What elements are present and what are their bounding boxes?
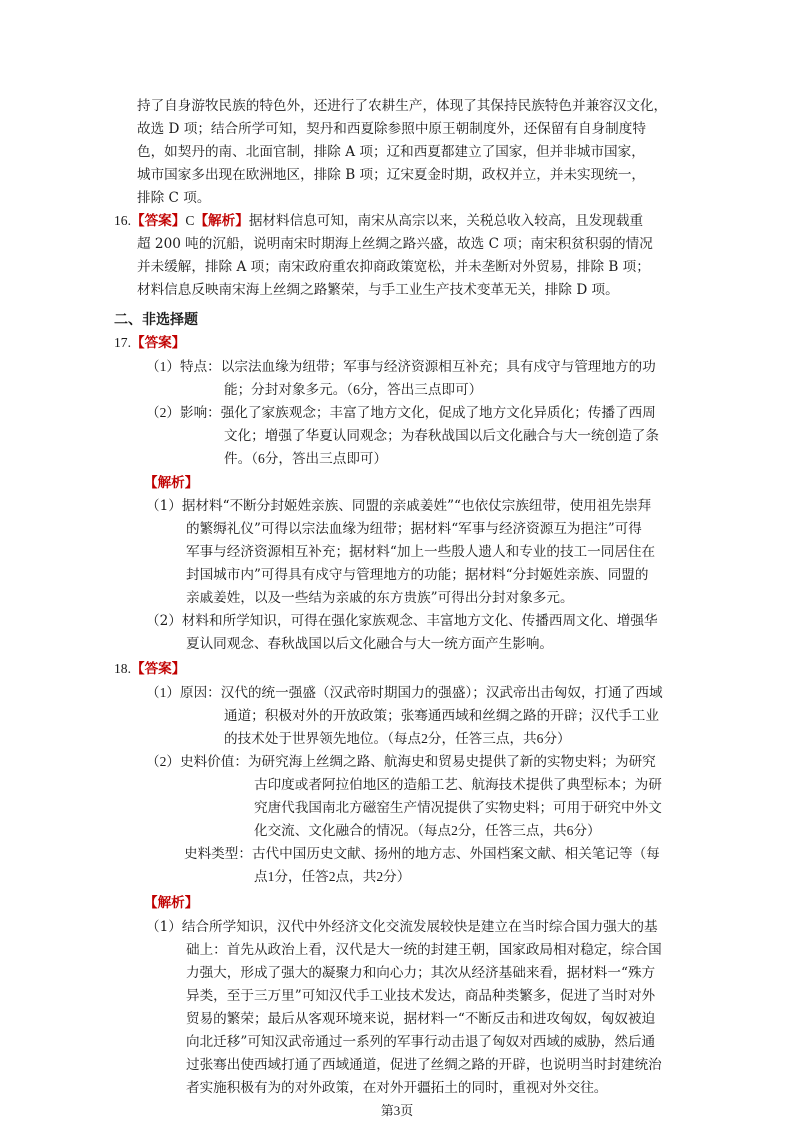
answer-line: 史料类型：古代中国历史文献、扬州的地方志、外国档案文献、相关笔记等（每 — [184, 846, 660, 861]
answer-line: 通道；积极对外的开放政策；张骞通西域和丝绸之路的开辟；汉代手工业 — [224, 708, 659, 723]
answer-line: 究唐代我国南北方磁窑生产情况提供了实物史料；可用于研究中外文 — [254, 800, 662, 815]
answer-line: （1）特点：以宗法血缘为纽带；军事与经济资源相互补充；具有戍守与管理地方的功 — [146, 359, 656, 374]
text-line: 排除 C 项。 — [137, 190, 211, 206]
analysis-line: 贸易的繁荣；最后从客观环境来说，据材料一“不断反击和进攻匈奴，匈奴被迫 — [186, 1011, 656, 1027]
analysis-line: 础上：首先从政治上看，汉代是大一统的封建王朝，国家政局相对稳定，综合国 — [186, 942, 662, 958]
answer-line: 古印度或者阿拉伯地区的造船工艺、航海技术提供了典型标本；为研 — [254, 777, 662, 792]
analysis-line: 者实施积极有为的对外政策，在对外开疆拓土的同时，重视对外交往。 — [186, 1080, 608, 1096]
text-line: 城市国家多出现在欧洲地区，排除 B 项；辽宋夏金时期，政权并立，并未实现统一， — [137, 167, 646, 183]
text-line: 材料信息反映南宋海上丝绸之路繁荣，与手工业生产技术变革无关，排除 D 项。 — [137, 282, 619, 298]
analysis-line: 向北迁移”可知汉武帝通过一系列的军事行动击退了匈奴对西域的威胁，然后通 — [186, 1034, 656, 1050]
analysis-line: 夏认同观念、春秋战国以后文化融合与大一统方面产生影响。 — [186, 636, 554, 652]
analysis-tag: 【解析】 — [144, 895, 199, 911]
analysis-line: 军事与经济资源相互补充；据材料“加上一些殷人遗人和专业的技工一同居住在 — [186, 544, 656, 560]
analysis-line: 异类，至于三万里”可知汉代手工业技术发达，商品种类繁多，促进了当时对外 — [186, 988, 656, 1004]
text-line: 色，如契丹的南、北面官制，排除 A 项；辽和西夏都建立了国家，但并非城市国家， — [137, 144, 645, 160]
text-line: 超 200 吨的沉船，说明南宋时期海上丝绸之路兴盛，故选 C 项；南宋积贫积弱的情况 — [137, 236, 653, 252]
answer-line: 的技术处于世界领先地位。（每点2分，任答三点，共6分） — [224, 731, 571, 746]
analysis-line: （1）结合所学知识，汉代中外经济文化交流发展较快是建立在当时综合国力强大的基 — [146, 919, 658, 935]
section-heading: 二、非选择题 — [114, 313, 198, 328]
question-number: 17. — [114, 335, 131, 350]
answer-line: 点1分，任答2点，共2分） — [254, 869, 411, 884]
analysis-line: （2）材料和所学知识，可得在强化家族观念、丰富地方文化、传播西周文化、增强华 — [146, 613, 658, 629]
answer-line: 能；分封对象多元。（6分，答出三点即可） — [224, 382, 483, 397]
answer-tag: 【答案】 — [131, 661, 186, 677]
page-number: 第3页 — [380, 1103, 414, 1118]
text-line: 持了自身游牧民族的特色外，还进行了农耕生产，体现了其保持民族特色并兼容汉文化， — [137, 98, 668, 114]
text-line: 并未缓解，排除 A 项；南宋政府重农抑商政策宽松，并未垄断对外贸易，排除 B 项； — [137, 259, 650, 275]
text-line: 故选 D 项；结合所学可知，契丹和西夏除参照中原王朝制度外，还保留有自身制度特 — [137, 121, 646, 137]
answer-line: 文化；增强了华夏认同观念；为春秋战国以后文化融合与大一统创造了条 — [224, 428, 659, 443]
question-number: 18. — [114, 661, 131, 676]
answer-line: 件。（6分，答出三点即可） — [224, 451, 388, 466]
analysis-line: 封国城市内”可得具有戍守与管理地方的功能；据材料“分封姬姓亲族、同盟的 — [186, 567, 649, 583]
analysis-tag: 【解析】 — [194, 213, 249, 229]
answer-tag: 【答案】 — [131, 335, 186, 351]
analysis-line: 力强大，形成了强大的凝聚力和向心力；其次从经济基础来看，据材料一“殊方 — [186, 965, 656, 981]
question-number: 16. — [114, 213, 131, 228]
text-line: 据材料信息可知，南宋从高宗以来，关税总收入较高，且发现载重 — [248, 213, 644, 229]
analysis-line: 亲戚姜姓，以及一些结为亲戚的东方贵族”可得出分封对象多元。 — [186, 590, 574, 606]
analysis-line: （1）据材料“不断分封姬姓亲族、同盟的亲戚姜姓”“也依仗宗族纽带，使用祖先崇拜 — [146, 498, 652, 514]
analysis-line: 的繁缛礼仪”可得以宗法血缘为纽带；据材料“军事与经济资源互为挹注”可得 — [186, 521, 642, 537]
analysis-tag: 【解析】 — [144, 475, 199, 491]
answer-line: 化交流、文化融合的情况。（每点2分，任答三点，共6分） — [254, 823, 601, 838]
answer-line: （1）原因：汉代的统一强盛（汉武帝时期国力的强盛）；汉武帝出击匈奴，打通了西域 — [146, 685, 663, 700]
answer-line: （2）影响：强化了家族观念；丰富了地方文化，促成了地方文化异质化；传播了西周 — [146, 405, 656, 420]
answer-value: C — [185, 213, 195, 228]
answer-tag: 【答案】 — [131, 213, 186, 229]
answer-line: （2）史料价值：为研究海上丝绸之路、航海史和贸易史提供了新的实物史料；为研究 — [146, 754, 656, 769]
analysis-line: 过张骞出使西域打通了西域通道，促进了丝绸之路的开辟，也说明当时封建统治 — [186, 1057, 662, 1073]
